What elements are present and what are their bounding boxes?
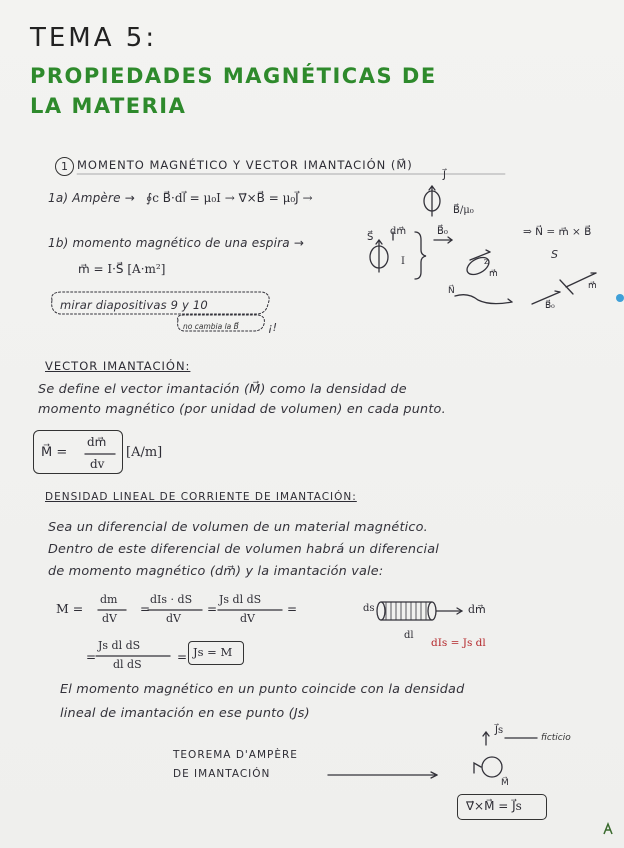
- note-no-change: no cambia la B⃗: [183, 322, 239, 331]
- magnetization-heading: VECTOR IMANTACIÓN:: [45, 359, 191, 373]
- eq-frac4-den: dl dS: [113, 658, 142, 671]
- curl-result: ∇⃗×M⃗ = J⃗s: [466, 799, 522, 813]
- page-title: TEMA 5:: [30, 23, 158, 53]
- section1-heading: MOMENTO MAGNÉTICO Y VECTOR IMANTACIÓN (M⃗): [77, 158, 413, 172]
- m-definition: m⃗ = I·S⃗ [A·m²]: [78, 262, 166, 276]
- dm-label: dm⃗: [390, 226, 407, 237]
- theorem-line2: DE IMANTACIÓN: [173, 768, 271, 780]
- section-number-badge: 1: [55, 157, 74, 176]
- linear-density-line2: Dentro de este diferencial de volumen habrá un diferencial: [48, 542, 440, 557]
- eq-frac1-num: dm: [100, 593, 118, 606]
- dm-arrow-label: dm⃗: [468, 603, 486, 616]
- B0-label: B⃗₀: [437, 226, 448, 237]
- note-exclamation: ¡!: [268, 321, 278, 334]
- formula-numerator: dm⃗: [87, 435, 107, 449]
- conclusion-line2: lineal de imantación en ese punto (Js): [60, 706, 310, 721]
- z-mark: z: [484, 257, 489, 267]
- formula-denominator: dv: [90, 457, 105, 471]
- dl-label: dl: [404, 630, 414, 641]
- eq-M: M =: [56, 601, 84, 616]
- linear-density-line3: de momento magnético (dm⃗) y la imantación vale:: [48, 564, 384, 579]
- item-b-label: 1b) momento magnético de una espira →: [48, 236, 305, 250]
- ampere-law: ∮c B⃗·dl⃗ = μ₀I → ∇⃗×B⃗ = μ₀J⃗ →: [146, 191, 313, 205]
- N-label: N⃗: [448, 286, 455, 296]
- S-mark: S: [551, 248, 559, 261]
- note-slides: mirar diapositivas 9 y 10: [60, 298, 208, 312]
- eq-equals2: =: [207, 602, 218, 616]
- M-vector-label: M⃗: [501, 778, 509, 788]
- J-label: J⃗: [443, 170, 446, 181]
- item-a-label: 1a) Ampère →: [48, 191, 135, 205]
- eq-equals5: =: [177, 650, 188, 664]
- eq-frac4-num: Js dl dS: [98, 639, 141, 652]
- m-right-label: m⃗: [489, 269, 498, 279]
- formula-units: [A/m]: [126, 445, 163, 460]
- ds-label: ds: [363, 603, 375, 614]
- magnetization-def-line1: Se define el vector imantación (M⃗) como la densidad de: [38, 382, 407, 397]
- torque-formula: ⇒ N⃗ = m⃗ × B⃗: [523, 226, 592, 238]
- Js-label: J⃗s: [495, 725, 504, 736]
- magnetization-def-line2: momento magnético (por unidad de volumen) en cada punto.: [38, 402, 446, 417]
- eq-frac2-den: dV: [166, 612, 181, 625]
- conclusion-line1: El momento magnético en un punto coincide con la densidad: [60, 682, 465, 697]
- page-title-line3: LA MATERIA: [30, 94, 187, 118]
- eq-frac3-den: dV: [240, 612, 255, 625]
- eq-frac2-num: dIs · dS: [150, 593, 193, 606]
- B-over-mu-label: B⃗/μ₀: [453, 205, 474, 216]
- B0-right-label: B⃗₀: [545, 301, 555, 311]
- ficticio-label: ficticio: [541, 733, 571, 743]
- eq-equals1: =: [140, 602, 151, 616]
- eq-equals4: =: [86, 650, 97, 664]
- linear-density-line1: Sea un diferencial de volumen de un material magnético.: [48, 520, 428, 535]
- page-title-line2: PROPIEDADES MAGNÉTICAS DE: [30, 64, 437, 88]
- linear-density-heading: DENSIDAD LINEAL DE CORRIENTE DE IMANTACIÓN:: [45, 491, 357, 503]
- eq-equals3: =: [287, 602, 298, 616]
- S-vector-label: S⃗: [367, 232, 374, 243]
- formula-lhs: M⃗ =: [41, 445, 68, 460]
- theorem-line1: TEOREMA D'AMPÈRE: [173, 749, 298, 761]
- eq-frac1-den: dV: [102, 612, 117, 625]
- dIs-label: dIs = Js dl: [431, 637, 486, 649]
- m-far-label: m⃗: [588, 281, 597, 291]
- eq-result: Js = M: [193, 645, 233, 659]
- eq-frac3-num: Js dl dS: [219, 593, 262, 606]
- current-I-label: I: [401, 256, 405, 267]
